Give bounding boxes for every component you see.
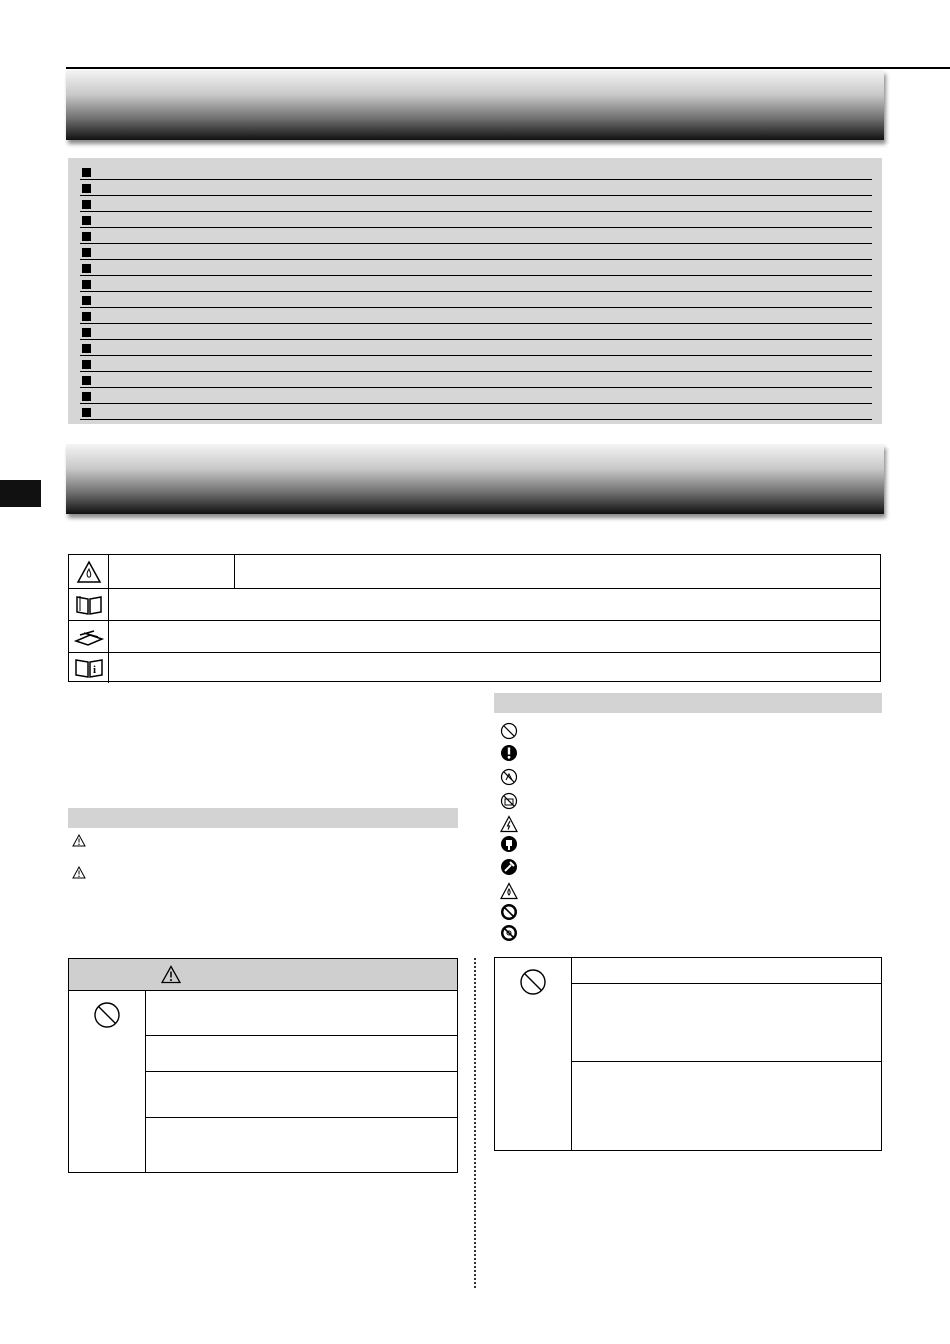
unplug-icon (500, 835, 520, 855)
column-divider (474, 958, 476, 1288)
toc-item[interactable] (80, 308, 872, 324)
warning-divider (146, 1071, 457, 1072)
svg-text:i: i (92, 664, 96, 676)
toc-item[interactable] (80, 292, 872, 308)
toc-item[interactable] (80, 324, 872, 340)
toc-bullet-icon (82, 296, 91, 305)
toc-bullet-icon (82, 312, 91, 321)
toc-bullet-icon (82, 264, 91, 273)
do-not-wet-icon (500, 792, 520, 812)
toc-bullet-icon (82, 168, 91, 177)
table-of-contents (68, 158, 882, 424)
toc-item[interactable] (80, 388, 872, 404)
toc-item[interactable] (80, 372, 872, 388)
toc-item[interactable] (80, 196, 872, 212)
mandatory-instruction-icon (500, 744, 520, 764)
flammable-warning-icon (69, 555, 109, 588)
symbol-label-cell (109, 555, 235, 588)
warning-icon-column (69, 991, 146, 1172)
section-banner-1 (66, 70, 884, 140)
prohibition-icon (519, 968, 547, 1001)
toc-item[interactable] (80, 260, 872, 276)
toc-bullet-icon (82, 248, 91, 257)
prohibition-icon (500, 722, 520, 742)
toc-item[interactable] (80, 212, 872, 228)
toc-bullet-icon (82, 344, 91, 353)
warning-box (68, 958, 458, 1173)
prohibition-icon (93, 1001, 121, 1034)
toc-item[interactable] (80, 244, 872, 260)
fire-warning-icon (500, 882, 520, 902)
ground-connection-icon (500, 858, 520, 878)
warning-box-header (69, 959, 457, 991)
icon-legend-header (494, 693, 882, 713)
toc-bullet-icon (82, 392, 91, 401)
caution-divider (572, 1061, 881, 1062)
toc-bullet-icon (82, 328, 91, 337)
toc-bullet-icon (82, 216, 91, 225)
toc-item[interactable] (80, 228, 872, 244)
information-manual-icon (69, 653, 109, 683)
toc-bullet-icon (82, 360, 91, 369)
caution-box (494, 957, 882, 1151)
symbol-row-manual (69, 589, 880, 621)
toc-item[interactable] (80, 276, 872, 292)
toc-item[interactable] (80, 164, 872, 180)
toc-bullet-icon (82, 184, 91, 193)
open-manual-icon (69, 589, 109, 620)
toc-item[interactable] (80, 356, 872, 372)
service-manual-icon (69, 621, 109, 652)
warning-triangle-icon (161, 965, 181, 985)
caution-icon-column (495, 958, 572, 1150)
section-banner-2 (66, 444, 884, 514)
no-wet-hands-icon (500, 924, 520, 944)
symbol-row-info (69, 653, 880, 683)
notes-header (68, 808, 458, 828)
toc-item[interactable] (80, 180, 872, 196)
no-water-icon (500, 903, 520, 923)
toc-item[interactable] (80, 404, 872, 420)
symbols-table (68, 554, 881, 682)
symbol-row-flammable (69, 555, 880, 589)
no-touch-icon (500, 768, 520, 788)
top-rule (66, 67, 950, 69)
toc-bullet-icon (82, 408, 91, 417)
toc-item[interactable] (80, 340, 872, 356)
toc-bullet-icon (82, 200, 91, 209)
toc-bullet-icon (82, 280, 91, 289)
caution-divider (572, 983, 881, 984)
side-language-tab (0, 480, 41, 507)
warning-triangle-icon (72, 866, 86, 880)
warning-triangle-icon (72, 834, 86, 848)
toc-bullet-icon (82, 232, 91, 241)
toc-bullet-icon (82, 376, 91, 385)
warning-divider (146, 1035, 457, 1036)
symbol-row-service (69, 621, 880, 653)
electric-shock-icon (500, 815, 520, 835)
warning-divider (146, 1117, 457, 1118)
